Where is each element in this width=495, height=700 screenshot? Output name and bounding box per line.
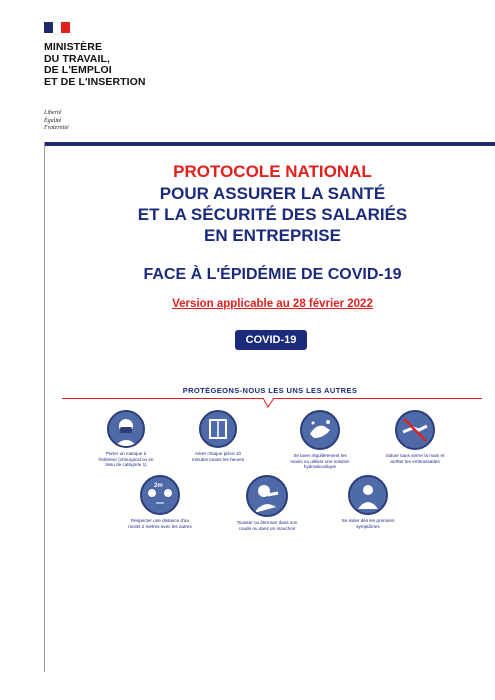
title-red: PROTOCOLE NATIONAL [173,162,372,181]
isolate-icon [348,475,388,515]
version-text: Version applicable au 28 février 2022 [172,298,373,310]
gesture-caption: Porter un masque à l'intérieur (chirurgical ou en tissu de catégorie 1) [98,451,154,468]
title-line: POUR ASSURER LA SANTÉ [159,184,386,203]
banner-line-left [62,398,264,399]
no-handshake-icon [395,410,435,450]
gesture-caption: Aérer chaque pièce 10 minutes toutes les heures [191,451,245,462]
window-icon [199,410,237,448]
distance-icon [140,475,180,515]
ministry-line: MINISTÈRE [44,41,103,53]
ministry-line: ET DE L'INSERTION [44,75,146,88]
gesture-item [232,475,302,531]
banner-line-right [274,398,482,399]
republic-motto [44,110,69,133]
gesture-caption: Se laver régulièrement les mains ou utiliser une solution hydroalcoolique [290,453,350,470]
ministry-name [44,42,146,88]
french-flag-icon [44,22,70,33]
gesture-item [340,475,396,529]
gesture-caption: Saluer sans serrer la main et arrêter les embrassades [385,453,445,464]
motto-line: Fraternité [44,125,69,131]
distance-label: 2m [154,483,163,489]
banner-notch-icon [263,398,275,410]
gesture-item [380,410,450,464]
sneeze-icon [246,475,288,517]
gesture-item [96,410,156,468]
mask-icon [107,410,145,448]
gesture-item [287,410,353,470]
gesture-caption: Tousser ou éternuer dans son coude ou dans un mouchoir [236,520,298,531]
version-line [50,298,495,310]
gesture-item [128,475,192,529]
handwash-icon [300,410,340,450]
frame-left-border [44,142,45,672]
gesture-caption: Respecter une distance d'au moins 2 mètres avec les autres [128,518,192,529]
ministry-line: DU TRAVAIL, [44,52,111,65]
title-line: ET LA SÉCURITÉ DES SALARIÉS [137,205,408,224]
title-line: EN ENTREPRISE [204,226,341,245]
ministry-line: DE L'EMPLOI [44,64,112,76]
motto-line: Liberté [44,110,62,116]
gesture-caption: Se isoler dès les premiers symptômes [341,518,395,529]
gesture-item [190,410,246,462]
subtitle: FACE À L'ÉPIDÉMIE DE COVID-19 [143,266,402,283]
frame-top-border [44,142,495,146]
motto-line: Égalité [44,117,62,124]
covid-badge: COVID-19 [235,330,307,350]
banner-title: PROTÉGEONS-NOUS LES UNS LES AUTRES [182,386,358,395]
